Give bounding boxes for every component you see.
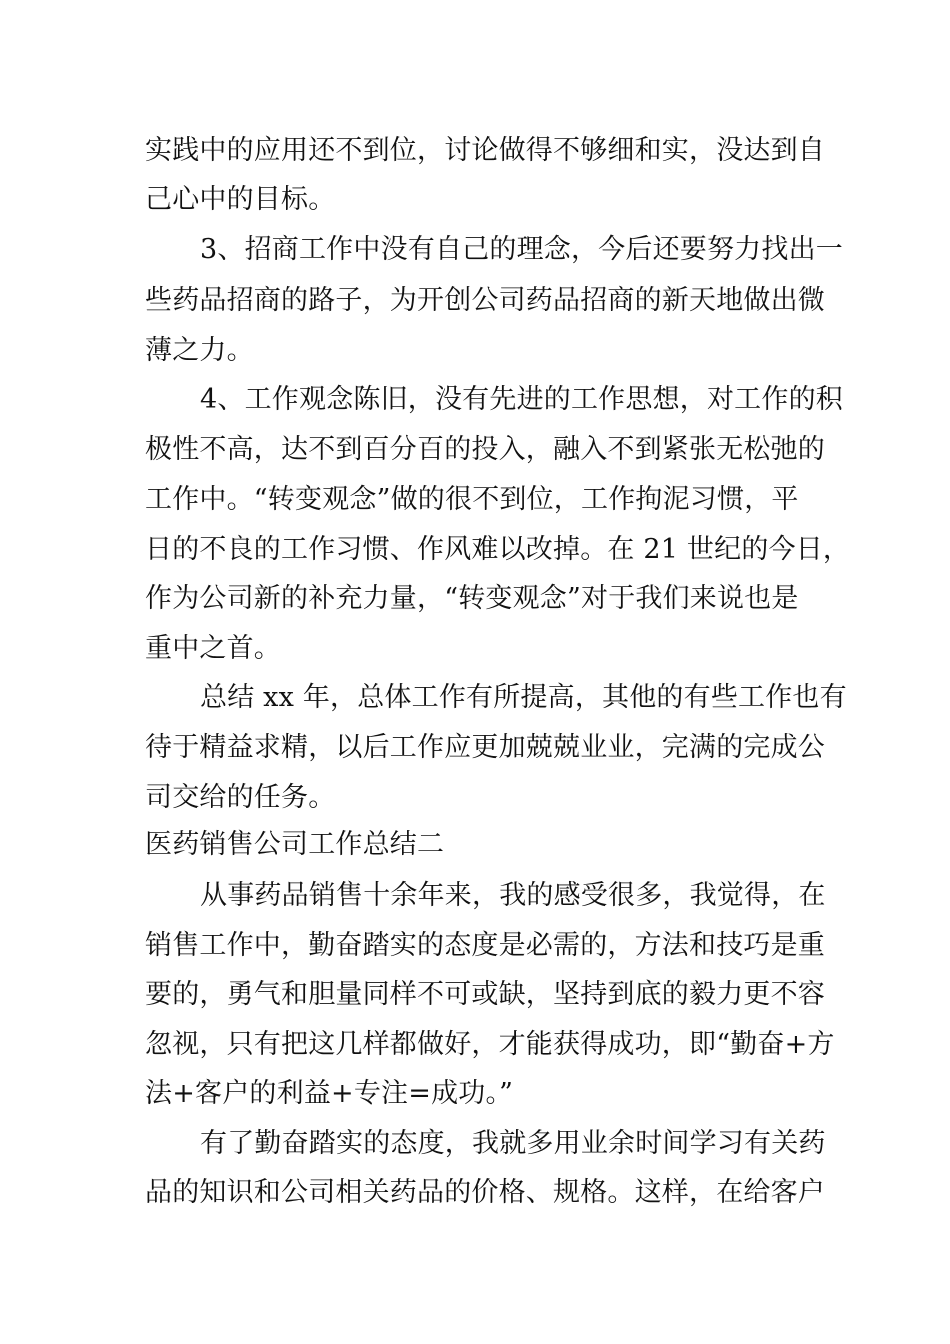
text-line: 销售工作中，勤奋踏实的态度是必需的，方法和技巧是重 [145, 930, 825, 961]
text-line: 忽视，只有把这几样都做好，才能获得成功，即“勤奋+方 [145, 1029, 835, 1060]
text-line: 重中之首。 [145, 633, 281, 664]
text-line: 法+客户的利益+专注=成功。” [145, 1078, 514, 1109]
text-line: 薄之力。 [145, 335, 254, 366]
section-heading: 医药销售公司工作总结二 [145, 829, 445, 860]
text-line: 3、招商工作中没有自己的理念，今后还要努力找出一 [200, 234, 843, 265]
text-line: 些药品招商的路子，为开创公司药品招商的新天地做出微 [145, 285, 825, 316]
text-line: 实践中的应用还不到位，讨论做得不够细和实，没达到自 [145, 135, 825, 166]
text-line: 待于精益求精，以后工作应更加兢兢业业，完满的完成公 [145, 732, 825, 763]
text-line: 工作中。“转变观念”做的很不到位，工作拘泥习惯，平 [145, 484, 799, 515]
text-line: 司交给的任务。 [145, 782, 336, 813]
text-line: 品的知识和公司相关药品的价格、规格。这样，在给客户 [145, 1177, 825, 1208]
text-line: 4、工作观念陈旧，没有先进的工作思想，对工作的积 [200, 384, 843, 415]
text-line: 总结 xx 年，总体工作有所提高，其他的有些工作也有 [200, 682, 847, 713]
text-line: 有了勤奋踏实的态度，我就多用业余时间学习有关药 [200, 1128, 826, 1159]
text-line: 极性不高，达不到百分百的投入，融入不到紧张无松弛的 [145, 434, 825, 465]
text-line: 己心中的目标。 [145, 184, 336, 215]
text-line: 要的，勇气和胆量同样不可或缺，坚持到底的毅力更不容 [145, 979, 825, 1010]
text-line: 日的不良的工作习惯、作风难以改掉。在 21 世纪的今日， [145, 534, 851, 565]
text-line: 作为公司新的补充力量，“转变观念”对于我们来说也是 [145, 583, 799, 614]
text-line: 从事药品销售十余年来，我的感受很多，我觉得，在 [200, 880, 826, 911]
